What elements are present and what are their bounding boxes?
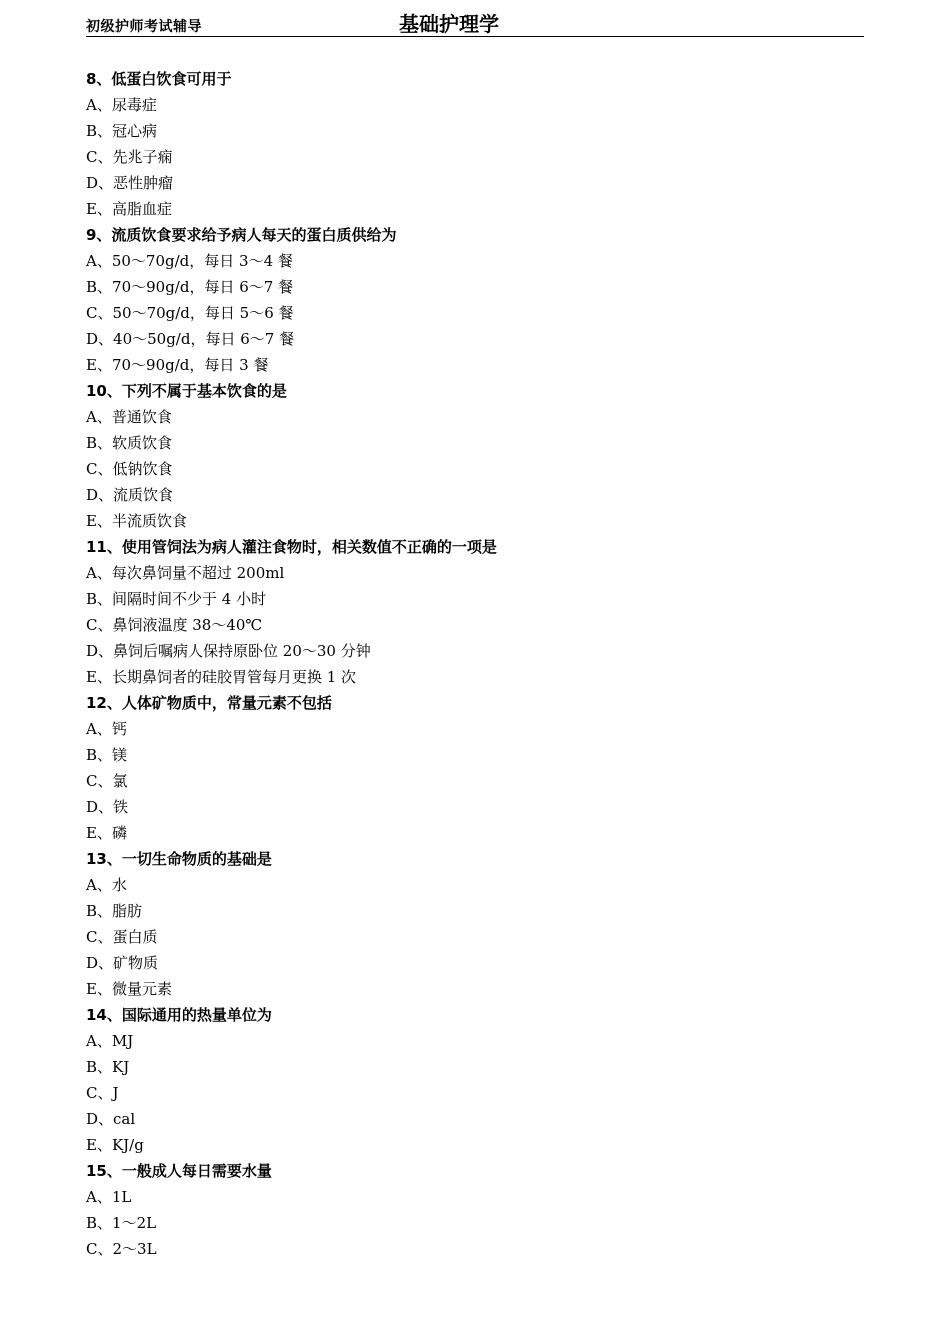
question-stem: 14、国际通用的热量单位为 [86, 1006, 272, 1024]
header-subject-label: 初级护师考试辅导 [86, 19, 202, 35]
answer-option: D、矿物质 [86, 954, 159, 972]
answer-option: A、1L [86, 1188, 132, 1206]
page-header [86, 8, 864, 37]
answer-option: E、长期鼻饲者的硅胶胃管每月更换 1 次 [86, 668, 357, 686]
answer-option: B、镁 [86, 746, 128, 764]
answer-option: E、微量元素 [86, 980, 172, 998]
answer-option: E、高脂血症 [86, 200, 172, 218]
answer-option: D、流质饮食 [86, 486, 174, 504]
question-stem: 13、一切生命物质的基础是 [86, 850, 272, 868]
question-stem: 8、低蛋白饮食可用于 [86, 70, 232, 88]
question-list [86, 66, 866, 1262]
answer-option: B、冠心病 [86, 122, 158, 140]
answer-option: E、KJ/g [86, 1136, 144, 1154]
answer-option: B、KJ [86, 1058, 130, 1076]
answer-option: E、磷 [86, 824, 127, 842]
answer-option: A、水 [86, 876, 127, 894]
question-stem: 10、下列不属于基本饮食的是 [86, 382, 287, 400]
answer-option: A、尿毒症 [86, 96, 157, 114]
answer-option: B、间隔时间不少于 4 小时 [86, 590, 267, 608]
answer-option: B、1～2L [86, 1214, 157, 1232]
answer-option: B、70～90g/d，每日 6～7 餐 [86, 278, 294, 296]
answer-option: C、低钠饮食 [86, 460, 173, 478]
answer-option: D、铁 [86, 798, 129, 816]
answer-option: C、50～70g/d，每日 5～6 餐 [86, 304, 294, 322]
answer-option: C、2～3L [86, 1240, 157, 1258]
question-stem: 11、使用管饲法为病人灌注食物时，相关数值不正确的一项是 [86, 538, 497, 556]
question-stem: 12、人体矿物质中，常量元素不包括 [86, 694, 332, 712]
answer-option: B、软质饮食 [86, 434, 173, 452]
answer-option: D、鼻饲后嘱病人保持原卧位 20～30 分钟 [86, 642, 371, 660]
answer-option: D、cal [86, 1110, 136, 1128]
answer-option: C、鼻饲液温度 38～40℃ [86, 616, 263, 634]
page-title: 基础护理学 [399, 12, 499, 36]
answer-option: C、蛋白质 [86, 928, 158, 946]
answer-option: A、普通饮食 [86, 408, 172, 426]
answer-option: A、MJ [86, 1032, 134, 1050]
answer-option: C、J [86, 1084, 119, 1102]
question-stem: 15、一般成人每日需要水量 [86, 1162, 272, 1180]
answer-option: D、恶性肿瘤 [86, 174, 174, 192]
question-stem: 9、流质饮食要求给予病人每天的蛋白质供给为 [86, 226, 397, 244]
answer-option: A、每次鼻饲量不超过 200ml [86, 564, 285, 582]
answer-option: C、氯 [86, 772, 128, 790]
answer-option: A、50～70g/d，每日 3～4 餐 [86, 252, 293, 270]
answer-option: C、先兆子痫 [86, 148, 173, 166]
answer-option: E、70～90g/d，每日 3 餐 [86, 356, 269, 374]
answer-option: D、40～50g/d，每日 6～7 餐 [86, 330, 295, 348]
answer-option: B、脂肪 [86, 902, 143, 920]
answer-option: E、半流质饮食 [86, 512, 187, 530]
answer-option: A、钙 [86, 720, 127, 738]
